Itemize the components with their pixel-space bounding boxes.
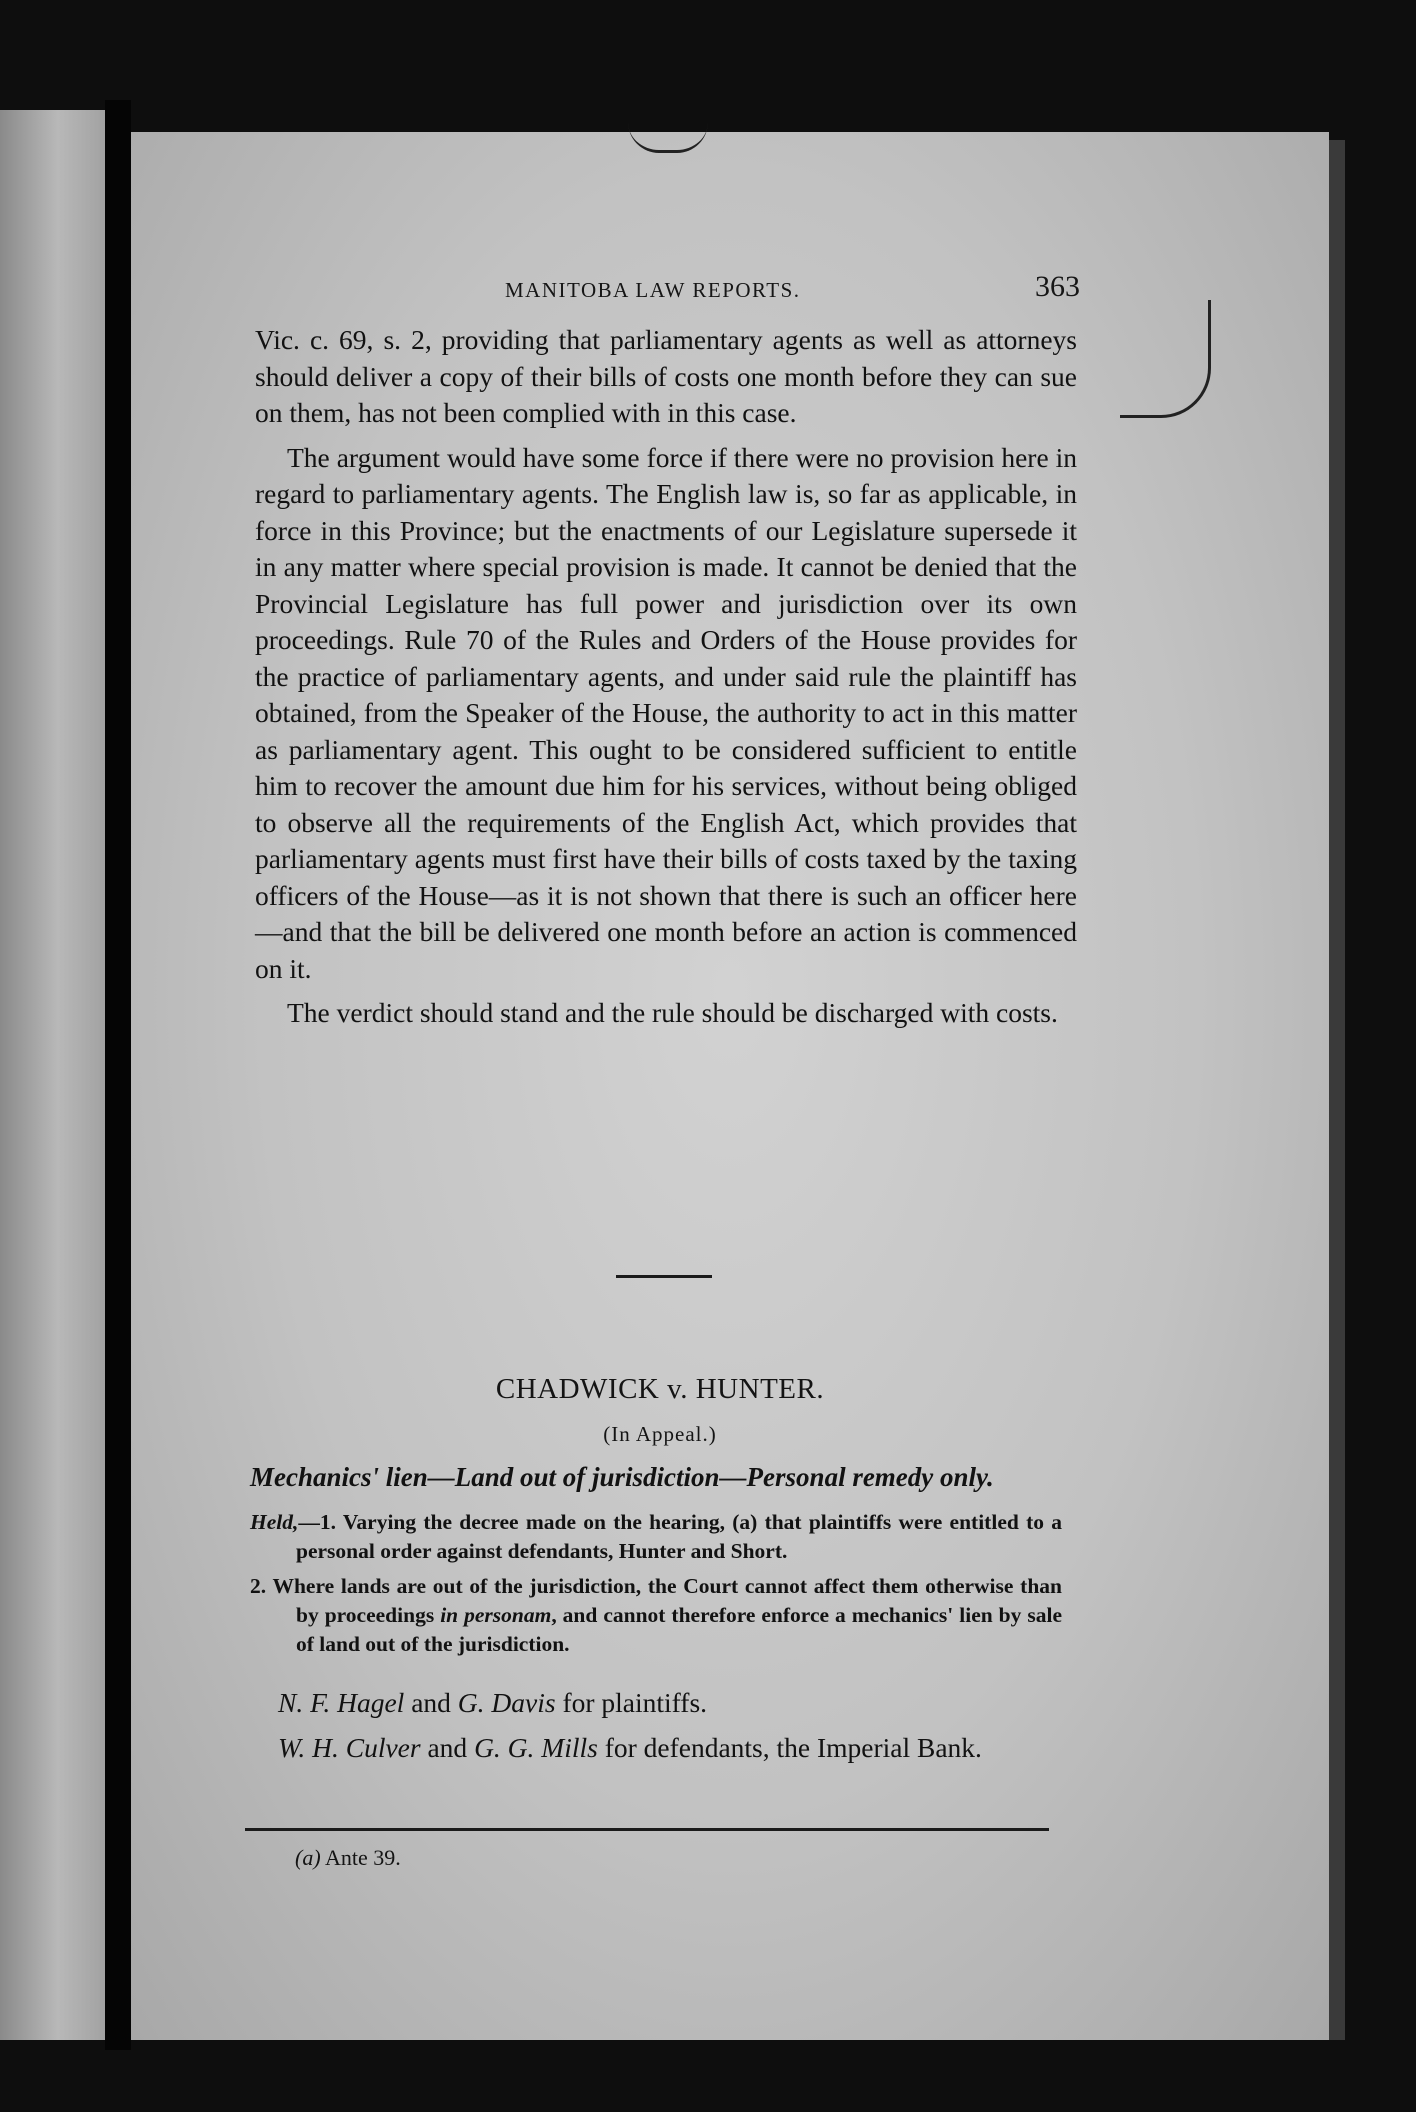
catchwords: Mechanics' lien—Land out of jurisdiction—Personal remedy only. [250,1462,994,1492]
counsel-name: W. H. Culver [278,1732,421,1763]
case-subtitle: (In Appeal.) [603,1422,717,1446]
footnote [295,1845,401,1871]
page-number: 363 [1035,270,1080,303]
headnote [250,1508,1062,1665]
counsel-name: G. G. Mills [474,1732,598,1763]
footnote-text: Ante 39. [320,1845,401,1870]
counsel [248,1686,1060,1776]
headnote-text-2b: , and cannot therefore enforce a mechanics' lien by sale of land out of the jurisdiction. [296,1603,1063,1656]
body-text [255,322,1077,1032]
paragraph: The argument would have some force if there were no provision here in regard to parliamentary agents. The English law is, so far as applicable, in force in this Province; but the enactments of our Legislature supersede it in any matter where special provision is made. It cannot be denied that the Provincial Legislature has full power and jurisdiction over its own proceedings. Rule 70 of the Rules and Orders of the House provides for the practice of parliamentary agents, and under said rule the plaintiff has obtained, from the Speaker of the House, the authority to act in this matter as parliamentary agent. This ought to be considered sufficient to entitle him to recover the amount due him for his services, without being obliged to observe all the requirements of the English Act, which provides that parliamentary agents must first have their bills of costs taxed by the taxing officers of the House—as it is not shown that there is such an officer here—and that the bill be delivered one month before an action is commenced on it. [255,441,1077,984]
headnote-item-1 [250,1508,1062,1566]
page-header [240,270,1080,320]
counsel-name: N. F. Hagel [278,1687,405,1718]
counsel-role: for defendants, the Imperial Bank. [597,1732,982,1763]
headnote-item-2 [250,1572,1062,1659]
counsel-role: for plaintiffs. [555,1687,708,1718]
section-divider [616,1275,712,1278]
paragraph: The verdict should stand and the rule should be discharged with costs. [287,997,1058,1028]
headnote-text-2-italic: in personam [440,1603,552,1627]
pen-mark-margin [1120,300,1211,418]
running-head: MANITOBA LAW REPORTS. [505,278,801,302]
headnote-text-2a: 2. Where lands are out of the jurisdiction, the Court cannot affect them otherwise than by proceedings [250,1574,1062,1627]
footnote-mark: (a) [295,1845,321,1870]
facing-page-edge [0,110,105,2040]
book-gutter [105,100,131,2050]
held-label: Held, [250,1510,299,1534]
case-title: CHADWICK v. HUNTER. [495,1373,825,1405]
paragraph: Vic. c. 69, s. 2, providing that parliamentary agents as well as attorneys should deliver a copy of their bills of costs one month before they can sue on them, has not been complied with in this case. [255,324,1077,428]
headnote-text-1: —1. Varying the decree made on the hearing, (a) that plaintiffs were entitled to a personal order against defendants, Hunter and Short. [296,1510,1062,1563]
page-edge [1329,140,1345,2040]
counsel-name: G. Davis [457,1687,556,1718]
counsel-and: and [404,1687,458,1718]
counsel-and: and [420,1732,475,1763]
footnote-rule [245,1828,1049,1831]
counsel-plaintiffs [248,1686,1060,1719]
counsel-defendants [248,1731,1060,1764]
